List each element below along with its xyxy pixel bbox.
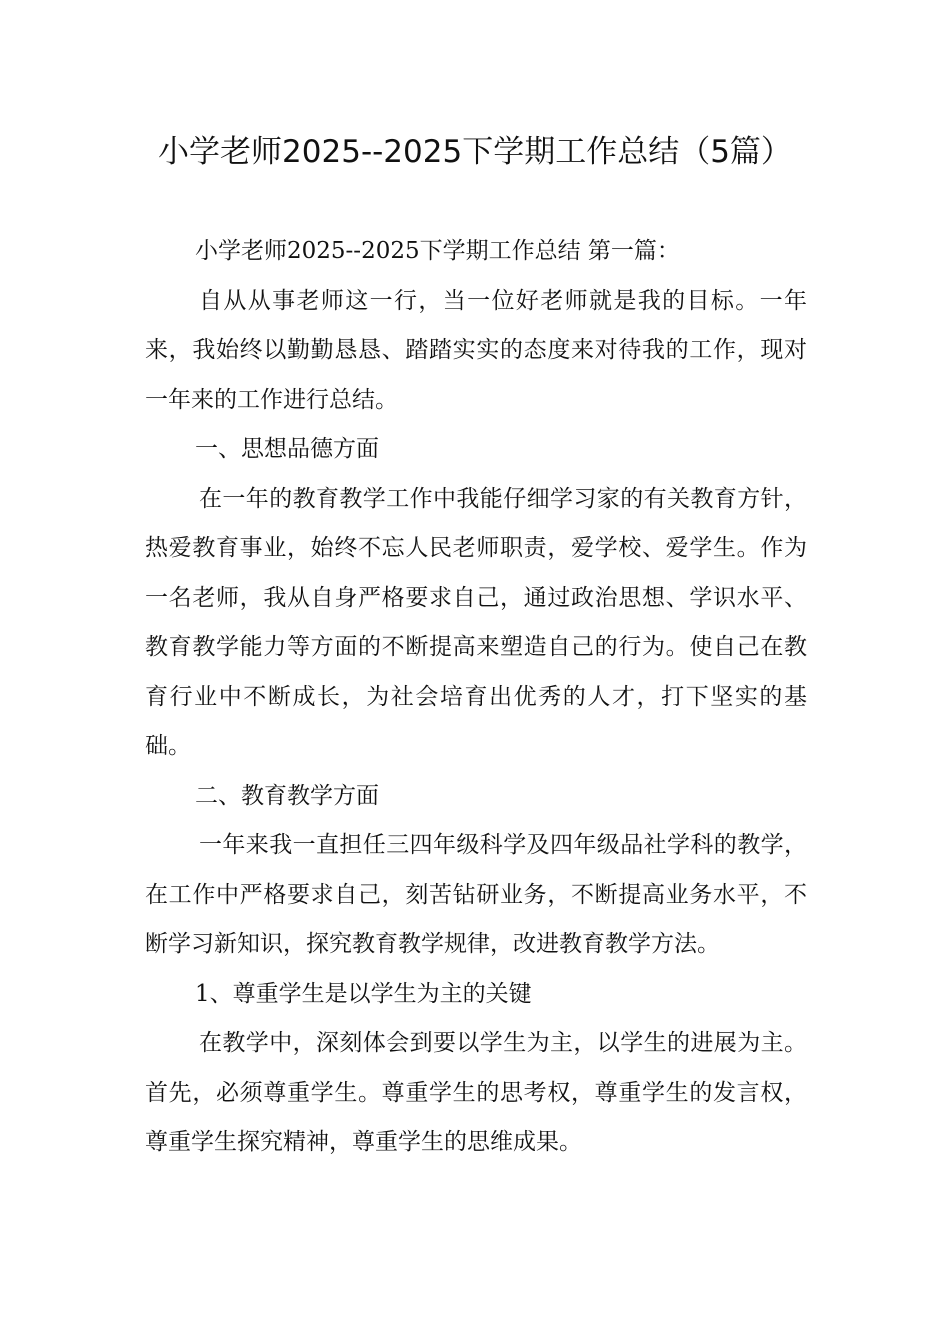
document-title: 小学老师2025--2025下学期工作总结（5篇） xyxy=(158,134,792,170)
paragraph-respect: 在教学中，深刻体会到要以学生为主，以学生的进展为主。首先，必须尊重学生。尊重学生的思考权，尊重学生的发言权，尊重学生探究精神，尊重学生的思维成果。 xyxy=(145,1030,807,1155)
section-heading-part-one: 小学老师2025--2025下学期工作总结 第一篇： xyxy=(195,238,680,264)
paragraph-intro: 自从从事老师这一行，当一位好老师就是我的目标。一年来，我始终以勤勤恳恳、踏踏实实的态度来对待我的工作，现对一年来的工作进行总结。 xyxy=(145,287,807,413)
subsection-heading-respect: 1、尊重学生是以学生为主的关键 xyxy=(195,980,532,1007)
section-heading-moral: 一、思想品德方面 xyxy=(195,436,379,462)
paragraph-moral: 在一年的教育教学工作中我能仔细学习家的有关教育方针，热爱教育事业，始终不忘人民老师职责，爱学校、爱学生。作为一名老师，我从自身严格要求自己，通过政治思想、学识水平、教育教学能力等方面的不断提高来塑造自己的行为。使自己在教育行业中不断成长，为社会培育出优秀的人才，打下坚实的基础。 xyxy=(145,485,807,759)
document-body xyxy=(145,227,807,1168)
section-heading-teaching: 二、教育教学方面 xyxy=(195,782,379,809)
paragraph-teaching: 一年来我一直担任三四年级科学及四年级品社学科的教学，在工作中严格要求自己，刻苦钻研业务，不断提高业务水平，不断学习新知识，探究教育教学规律，改进教育教学方法。 xyxy=(145,832,807,957)
